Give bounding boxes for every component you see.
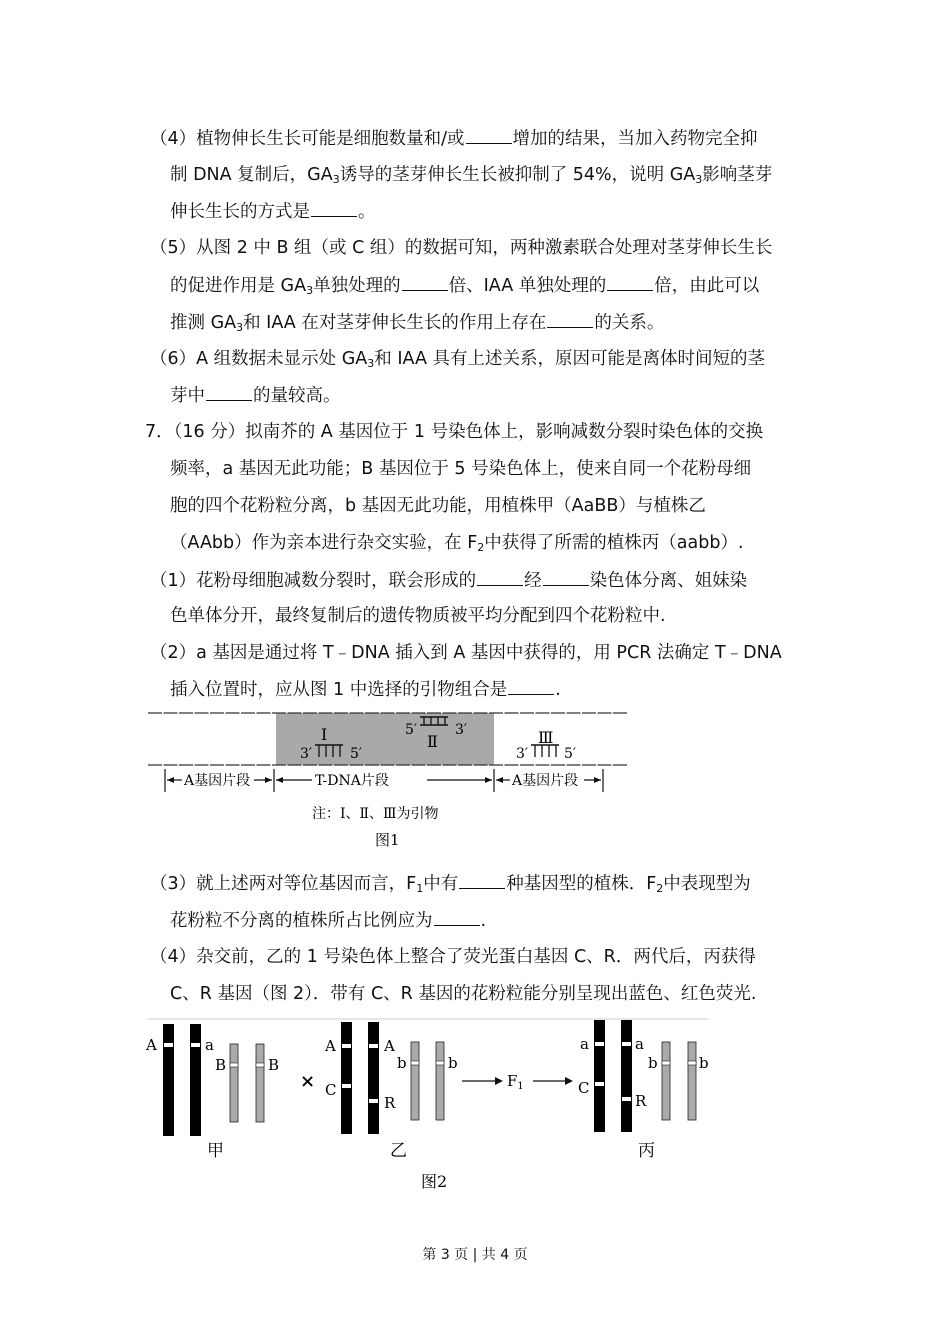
answer-blank[interactable] [206,383,252,401]
segment-a-right-label: A基因片段 [512,773,579,789]
answer-blank[interactable] [508,677,554,695]
yi-gene-A-right: A [384,1037,395,1055]
yi-gene-b-left: b [397,1054,407,1072]
answer-blank[interactable] [477,568,523,586]
answer-blank[interactable] [459,871,505,889]
primer-1-end-5: 5′ [350,746,363,762]
bing-chr5-left [662,1042,670,1120]
bing-gene-a-right: a [635,1035,644,1053]
q6-p5-line2: 的促进作用是 $GA_3$单独处理的 倍、IAA 单独处理的 倍，由此可以 [170,273,759,298]
jia-gene-a: a [205,1036,214,1054]
figure-1-tdna-diagram [0,705,950,855]
q7-s3-line1: （3）就上述两对等位基因而言，$F_1$中有 种基因型的植株．$F_2$中表现型为 [150,871,751,896]
answer-blank[interactable] [402,273,448,291]
primer-3-label: Ⅲ [538,728,554,747]
jia-chr1-left [163,1024,174,1136]
jia-gene-A: A [146,1036,157,1054]
q7-stem-line2: 频率，a 基因无此功能；B 基因位于 5 号染色体上，使来自同一个花粉母细 [170,459,752,479]
q6-p5-line1: （5）从图 2 中 B 组（或 C 组）的数据可知，两种激素联合处理对茎芽伸长生长 [150,238,773,258]
bing-gene-a-left: a [580,1035,589,1053]
primer-3-end-3: 3′ [516,746,529,762]
q6-p4-line3: 伸长生长的方式是 。 [170,199,376,224]
q7-s1-line1: （1）花粉母细胞减数分裂时，联会形成的 经 染色体分离、姐妹染 [150,568,747,593]
yi-gene-C: C [325,1081,337,1099]
answer-blank[interactable] [466,126,512,144]
bing-chr5-right [688,1042,696,1120]
jia-chr5-left [230,1044,238,1122]
jia-chr1-right [190,1024,201,1136]
primer-2-label: Ⅱ [427,732,438,751]
f1-label: $F_1$ [507,1072,524,1092]
bing-gene-R: R [635,1092,647,1110]
q7-s1-line2: 色单体分开，最终复制后的遗传物质被平均分配到四个花粉粒中. [170,606,666,626]
primer-1-label: Ⅰ [321,725,328,744]
yi-chr5-right [436,1042,444,1120]
yi-chr1-left [341,1022,352,1134]
jia-gene-B-right: B [268,1056,280,1074]
bing-gene-C: C [578,1079,590,1097]
arrow-to-bing [565,1077,573,1085]
q7-s4-line1: （4）杂交前，乙的 1 号染色体上整合了荧光蛋白基因 C、R．两代后，丙获得 [150,947,756,967]
bing-chr1-right [621,1020,632,1132]
q7-s4-line2: C、R 基因（图 2）．带有 C、R 基因的花粉粒能分别呈现出蓝色、红色荧光. [170,984,757,1004]
figure-1-note: 注：Ⅰ、Ⅱ、Ⅲ为引物 [312,806,439,822]
bing-gene-b-left: b [648,1054,658,1072]
q7-stem-line1: 7．（16 分）拟南芥的 A 基因位于 1 号染色体上，影响减数分裂时染色体的交换 [145,422,764,442]
q7-stem-line3: 胞的四个花粉粒分离，b 基因无此功能，用植株甲（AaBB）与植株乙 [170,496,706,516]
q6-p5-line3: 推测 $GA_3$和 IAA 在对茎芽伸长生长的作用上存在 的关系。 [170,310,664,335]
figure-2-chromosome-diagram [0,1012,950,1202]
q7-s2-line1: （2）a 基因是通过将 T﹣DNA 插入到 A 基因中获得的，用 PCR 法确定 T﹣DNA [150,643,782,663]
answer-blank[interactable] [543,568,589,586]
answer-blank[interactable] [434,908,480,926]
jia-gene-B-left: B [215,1056,227,1074]
segment-a-left-label: A基因片段 [184,773,251,789]
yi-chr5-left [411,1042,419,1120]
answer-blank[interactable] [547,310,593,328]
label-bing: 丙 [638,1141,655,1161]
q7-s3-line2: 花粉粒不分离的植株所占比例应为 . [170,908,486,933]
q6-p6-line2: 芽中 的量较高。 [170,383,341,408]
q6-p4-line2: 制 DNA 复制后，$GA_3$诱导的茎芽伸长生长被抑制了 54%，说明 $GA_3$影响茎芽 [170,165,773,186]
q6-p4-line1: （4）植物伸长生长可能是细胞数量和/或 增加的结果，当加入药物完全抑 [150,126,758,151]
jia-chr5-right [256,1044,264,1122]
yi-gene-R: R [384,1094,396,1112]
yi-gene-A-left: A [325,1037,336,1055]
primer-2-end-3: 3′ [455,722,468,738]
answer-blank[interactable] [311,199,357,217]
primer-1-end-3: 3′ [300,746,313,762]
q7-stem-line4: （AAbb）作为亲本进行杂交实验，在 $F_2$中获得了所需的植株丙（aabb）. [170,533,744,554]
page-footer: 第 3 页 | 共 4 页 [422,1247,528,1263]
q7-s2-line2: 插入位置时，应从图 1 中选择的引物组合是 . [170,677,561,702]
answer-blank[interactable] [607,273,653,291]
bing-chr1-left [594,1020,605,1132]
figure-1-caption: 图1 [375,831,400,849]
segment-tdna-label: T-DNA片段 [315,773,389,789]
primer-3-end-5: 5′ [564,746,577,762]
arrow-to-f1 [495,1077,503,1085]
yi-gene-b-right: b [448,1054,458,1072]
label-yi: 乙 [390,1141,407,1161]
figure-2-caption: 图2 [421,1172,448,1191]
bing-gene-b-right: b [699,1054,709,1072]
primer-2-end-5: 5′ [405,722,418,738]
cross-symbol: × [300,1071,316,1092]
yi-chr1-right [368,1022,379,1134]
q6-p6-line1: （6）A 组数据未显示处 $GA_3$和 IAA 具有上述关系，原因可能是离体时间短的茎 [150,349,765,370]
label-jia: 甲 [207,1141,224,1161]
